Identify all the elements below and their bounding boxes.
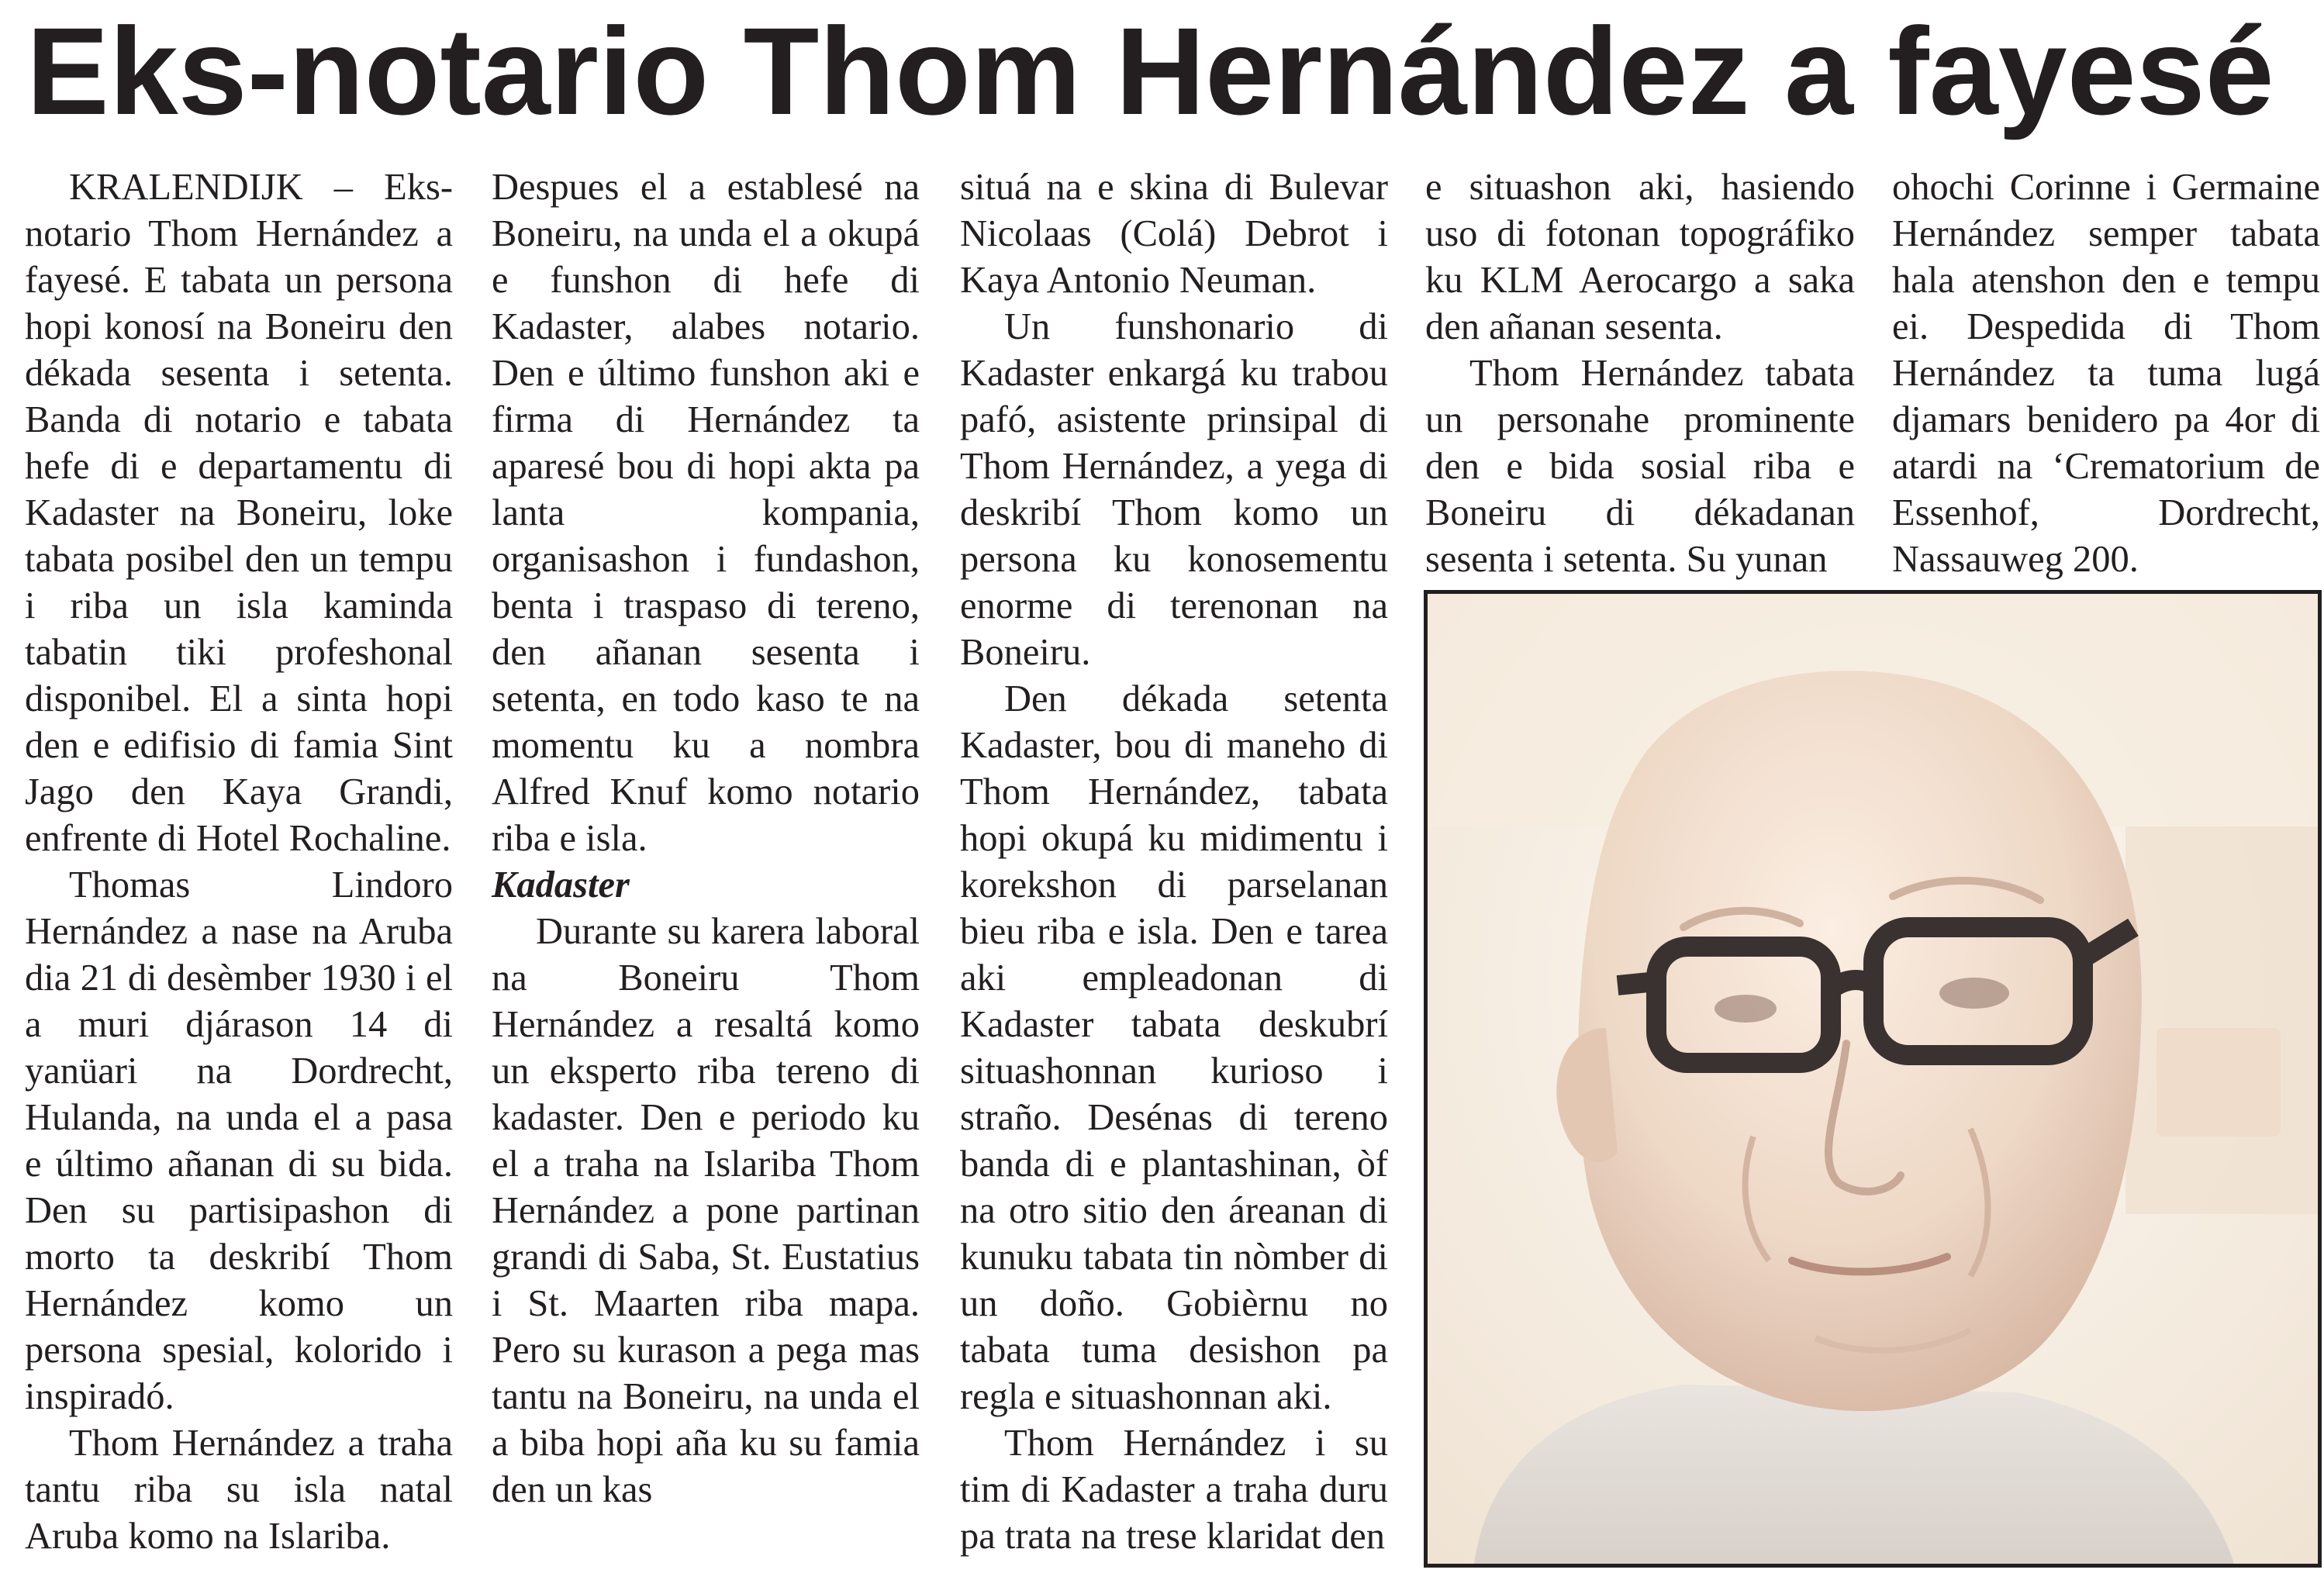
- paragraph-social-life: Thom Hernández tabata un personahe prominente den e bida sosial riba e Boneiru di dékadanan sesenta i setenta. Su yunan: [1425, 353, 1855, 580]
- paragraph-career-start: Thom Hernández a traha tantu riba su isla natal Aruba komo na Islariba.: [25, 1423, 453, 1557]
- paragraph-assistant-quote: Un funshonario di Kadaster enkargá ku trabou pafó, asistente prinsipal di Thom Hernández, a yega di deskribí Thom komo un persona ku konosementu enorme di terenonan na Boneiru.: [960, 306, 1388, 673]
- paragraph-house-location: situá na e skina di Bulevar Nicolaas (Colá) Debrot i Kaya Antonio Neuman.: [960, 167, 1388, 301]
- portrait-image: [1428, 594, 2318, 1564]
- article-column-1: [25, 164, 453, 1560]
- article-column-4: [1425, 164, 1855, 583]
- paragraph-intro: KRALENDIJK – Eks-notario Thom Hernández a fayesé. E tabata un persona hopi konosí na Boneiru den dékada sesenta i setenta. Banda di notario e tabata hefe di e departamentu di Kadaster na Boneiru, loke tabata posibel den un tempu i riba un isla kaminda tabatin tiki profeshonal disponibel. El a sinta hopi den e edifisio di famia Sint Jago den Kaya Grandi, enfrente di Hotel Rochaline.: [25, 167, 453, 859]
- paragraph-team-work: Thom Hernández i su tim di Kadaster a traha duru pa trata na trese klaridat den: [960, 1423, 1388, 1557]
- article-column-5: [1892, 164, 2320, 583]
- portrait-photo: [1424, 590, 2322, 1568]
- section-subhead: Kadaster: [492, 864, 630, 906]
- paragraph-biography: Thomas Lindoro Hernández a nase na Aruba dia 21 di desèmber 1930 i el a muri djárason 14 di yanüari na Dordrecht, Hulanda, na unda el a pasa e último añanan di su bida. Den su partisipashon di morto ta deskribí Thom Hernández komo un persona spesial, kolorido i inspiradó.: [25, 864, 453, 1417]
- article-column-2: [492, 164, 920, 1513]
- paragraph-funeral-notice: ohochi Corinne i Germaine Hernández semper tabata hala atenshon den e tempu ei. Despedida di Thom Hernández ta tuma lugá djamars benidero pa 4or di atardi na ‘Crematorium de Essenhof, Dordrecht, Nassauweg 200.: [1892, 167, 2320, 580]
- paragraph-seventies-work: Den dékada setenta Kadaster, bou di maneho di Thom Hernández, tabata hopi okupá ku midimentu i korekshon di parselanan bieu riba e isla. Den e tarea aki empleadonan di Kadaster tabata deskubrí situashonnan kurioso i straño. Desénas di tereno banda di e plantashinan, òf na otro sitio den áreanan di kunuku tabata tin nòmber di un doño. Gobièrnu no tabata tuma desishon pa regla e situashonnan aki.: [960, 678, 1388, 1417]
- paragraph-aerial-photos: e situashon aki, hasiendo uso di fotonan topográfiko ku KLM Aerocargo a saka den añanan sesenta.: [1425, 167, 1855, 347]
- paragraph-notary-role: Despues el a establesé na Boneiru, na unda el a okupá e funshon di hefe di Kadaster, alabes notario. Den e último funshon aki e firma di Hernández ta aparesé bou di hopi akta pa lanta kompania, organisashon i fundashon, benta i traspaso di tereno, den añanan sesenta i setenta, en todo kaso te na momentu ku a nombra Alfred Knuf komo notario riba e isla.: [492, 167, 920, 859]
- article-column-3: [960, 164, 1388, 1560]
- article-headline: Eks-notario Thom Hernández a fayesé: [26, 2, 2274, 140]
- paragraph-kadaster-career: Durante su karera laboral na Boneiru Thom Hernández a resaltá komo un eksperto riba tereno di kadaster. Den e periodo ku el a traha na Islariba Thom Hernández a pone partinan grandi di Saba, St. Eustatius i St. Maarten riba mapa. Pero su kurason a pega mas tantu na Boneiru, na unda el a biba hopi aña ku su famia den un kas: [492, 911, 920, 1510]
